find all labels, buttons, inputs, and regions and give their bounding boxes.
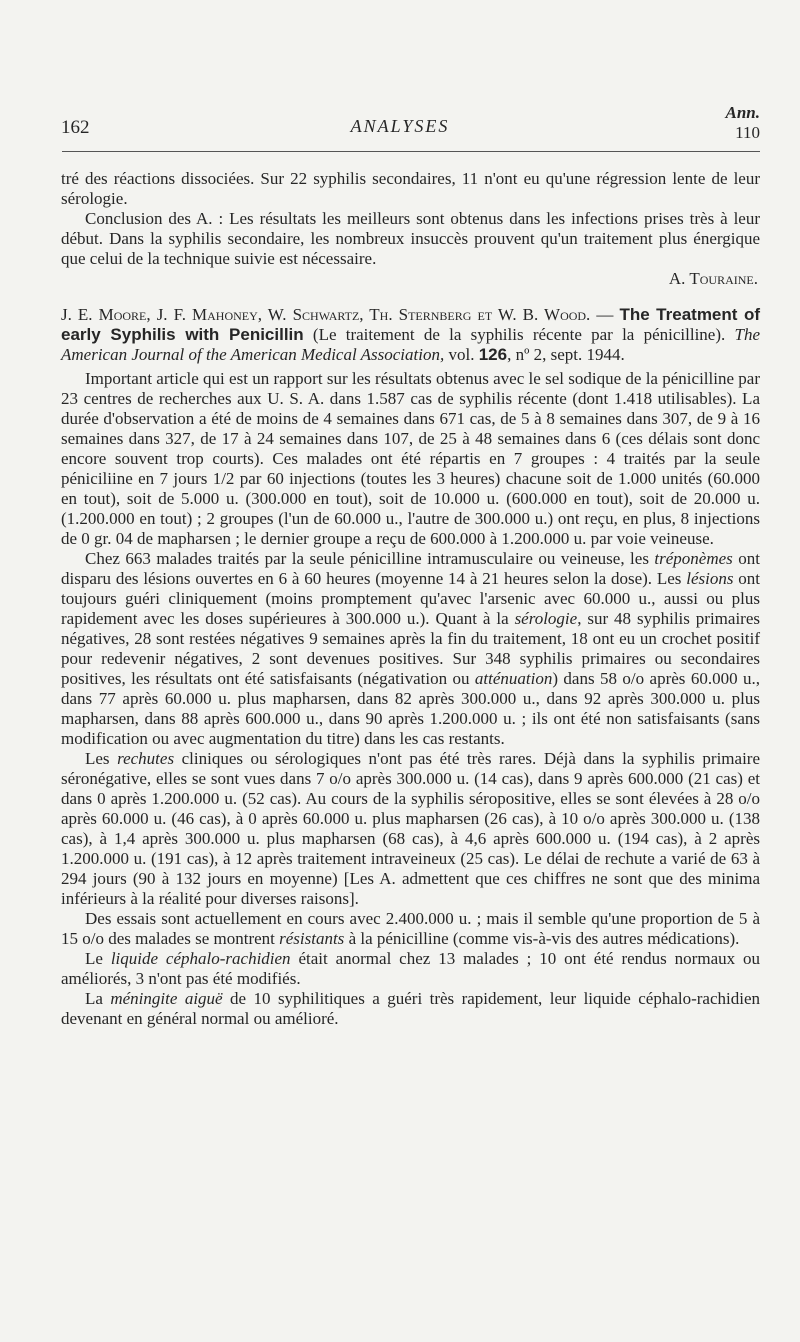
reference-translation: (Le traitement de la syphilis récente par la pénicilline). <box>312 325 726 344</box>
text-run: ont toujours guéri cliniquement (moins promptement qu'avec l'arsenic avec 60.000 u., aussi ou plus rapidement avec les doses supérieures à 300.000 u.). Quant à la <box>61 569 760 628</box>
page-number: 162 <box>61 117 90 138</box>
prev-article-conclusion: Conclusion des A. : Les résultats les meilleurs sont obtenus dans les infections prises très à leur début. Dans la syphilis secondaire, les nombreux insuccès prouvent qu'un traitement plus énergique que celui de la technique suivie est nécessaire. <box>61 209 760 268</box>
volume-number: 110 <box>735 123 760 142</box>
text-run: ) dans 58 o/o après 60.000 u., dans 77 après 60.000 u. plus mapharsen, dans 82 après 300.000 u., dans 92 après 300.000 u. plus mapharsen, dans 88 après 600.000 u., dans 90 après 1.200.000 u. ; ils ont été non satisfaisants (sans modification ou avec augmentation du titre) dans les cas restants. <box>61 669 760 748</box>
text-run: Chez 663 malades traités par la seule pénicilline intramusculaire ou veineuse, les <box>85 549 655 568</box>
text-run: Le <box>85 949 111 968</box>
text-run: Les <box>85 749 118 768</box>
header-rule <box>62 151 760 152</box>
reference-volume: 126 <box>478 345 508 364</box>
paragraph-relapses <box>61 749 760 909</box>
paragraph-trials <box>61 909 760 949</box>
paragraph-meningitis <box>61 989 760 1029</box>
text-run: ont disparu des lésions ouvertes en 6 à 60 heures (moyenne 14 à 21 heures selon la dose). Les <box>61 549 760 588</box>
italic-term: liquide céphalo-rachidien <box>110 949 291 968</box>
text-run: La <box>85 989 111 1008</box>
prev-article-paragraph-1: tré des réactions dissociées. Sur 22 syphilis secondaires, 11 n'ont eu qu'une régression lente de leur sérologie. <box>61 169 760 208</box>
annals-abbr: Ann. <box>725 103 760 122</box>
italic-term: méningite aiguë <box>110 989 223 1008</box>
text-run: Des essais sont actuellement en cours avec 2.400.000 u. ; mais il semble qu'une proportion de 5 à 15 o/o des malades se montrent <box>61 909 760 948</box>
italic-term: tréponèmes <box>654 549 733 568</box>
reference-title: The Treatment of early Syphilis with Penicillin <box>61 305 761 344</box>
reference-vol-prefix: vol. <box>448 345 475 364</box>
italic-term: sérologie <box>514 609 578 628</box>
text-run: de 10 syphilitiques a guéri très rapidement, leur liquide céphalo-rachidien devenant en général normal ou amélioré. <box>61 989 760 1028</box>
reference-authors: J. E. Moore, J. F. Mahoney, W. Schwartz, Th. Sternberg et W. B. Wood. — <box>61 305 614 324</box>
text-run: était anormal chez 13 malades ; 10 ont été rendus normaux ou améliorés, 3 n'ont pas été modifiés. <box>61 949 761 988</box>
reference-details: , nº 2, sept. 1944. <box>507 345 625 364</box>
text-run: à la pénicilline (comme vis-à-vis des autres médications). <box>344 929 740 948</box>
paragraph-summary: Important article qui est un rapport sur les résultats obtenus avec le sel sodique de la pénicilline par 23 centres de recherches aux U. S. A. dans 1.587 cas de syphilis récente (dont 1.418 utilisables). La durée d'observation a été de moins de 4 semaines dans 671 cas, de 5 à 8 semaines dans 307, de 9 à 16 semaines dans 327, de 17 à 24 semaines dans 107, de 25 à 48 semaines dans 6 (ces délais sont donc encore souvent trop courts). Ces malades ont été répartis en 7 groupes : 4 traités par la seule péniciliine en 7 jours 1/2 par 60 injections (toutes les 3 heures) chacune soit de 1.000 unités (60.000 en tout), soit de 5.000 u. (300.000 en tout), soit de 10.000 u. (600.000 en tout), soit de 20.000 u. (1.200.000 en tout) ; 2 groupes (l'un de 60.000 u., l'autre de 300.000 u.) ont reçu, en plus, 8 injections de 0 gr. 04 de mapharsen ; le dernier groupe a reçu de 600.000 à 1.200.000 u. par voie veineuse. <box>61 369 760 548</box>
italic-term: résistants <box>279 929 345 948</box>
prev-article-signature: A. Touraine. <box>668 269 758 288</box>
italic-term: rechutes <box>117 749 175 768</box>
paragraph-csf <box>61 949 760 989</box>
article-reference <box>61 305 760 365</box>
italic-term: atténuation <box>474 669 553 688</box>
paragraph-results <box>61 549 760 749</box>
text-run: cliniques ou sérologiques n'ont pas été très rares. Déjà dans la syphilis primaire séronégative, elles se sont vues dans 7 o/o après 300.000 u. (14 cas), dans 9 après 600.000 (21 cas) et dans 0 après 1.200.000 u. (52 cas). Au cours de la syphilis séropositive, elles se sont élevées à 28 o/o après 60.000 u. (46 cas), à 0 après 60.000 u. plus mapharsen (26 cas), à 10 o/o après 300.000 u. (138 cas), à 1,4 après 300.000 u. plus mapharsen (68 cas), à 4,6 après 600.000 u. (194 cas), à 2 après 1.200.000 u. (191 cas), à 12 après traitement intraveineux (25 cas). Le délai de rechute a varié de 63 à 294 jours (90 à 132 jours en moyenne) [Les A. admettent que ces chiffres ne sont que des minima inférieurs à la réalité pour diverses raisons]. <box>61 749 760 908</box>
page-header <box>0 0 800 160</box>
reference-journal: The American Journal of the American Medical Association, <box>61 325 761 364</box>
annals-reference <box>726 103 761 143</box>
running-title: ANALYSES <box>350 116 450 136</box>
text-run: , sur 48 syphilis primaires négatives, 28 sont restées négatives 9 semaines après la fin du traitement, 18 ont eu un crochet positif pour redevenir négatives, 2 sont devenues positives. Sur 348 syphilis primaires ou secondaires positives, les résultats ont été satisfaisants (négativation ou <box>61 609 760 688</box>
article-body <box>61 169 760 1029</box>
italic-term: lésions <box>686 569 734 588</box>
